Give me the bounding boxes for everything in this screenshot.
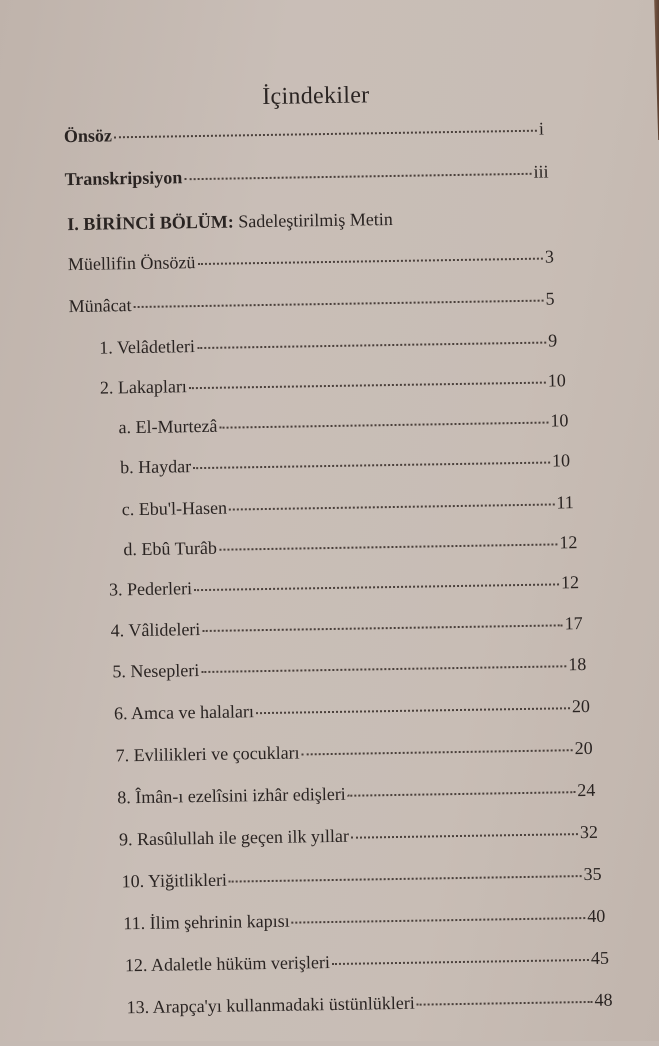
entry-page: 9 — [548, 330, 558, 351]
dot-leader — [219, 543, 557, 550]
toc-entry — [117, 780, 595, 809]
dot-leader — [202, 624, 562, 632]
entry-page: 45 — [590, 947, 610, 968]
entry-label: 11. İlim şehrinin kapısı — [123, 910, 290, 934]
entry-page: 10 — [550, 410, 569, 431]
entry-label: c. Ebu'l-Hasen — [121, 497, 228, 520]
entry-label: 6. Amca ve halaları — [113, 701, 255, 724]
entry-label: Önsöz — [63, 125, 113, 147]
toc-entry — [118, 410, 568, 438]
toc-entry — [68, 246, 554, 275]
section-number-title: I. BİRİNCİ BÖLÜM: — [67, 211, 234, 235]
toc-entry — [116, 738, 593, 766]
entry-page: iii — [533, 161, 549, 182]
entry-label: 13. Arapça'yı kullanmadaki üstünlükleri — [126, 992, 415, 1018]
dot-leader — [302, 749, 573, 755]
entry-label: 8. Îmân-ı ezelîsini izhâr edişleri — [117, 783, 346, 808]
toc-entry — [100, 370, 566, 398]
entry-label: b. Haydar — [119, 456, 192, 478]
entry-page: 24 — [577, 779, 596, 801]
entry-page: 12 — [560, 572, 580, 593]
entry-page: 35 — [583, 863, 602, 885]
entry-label: d. Ebû Turâb — [123, 537, 218, 560]
dot-leader — [256, 707, 570, 714]
dot-leader — [114, 130, 537, 139]
entry-page: 20 — [571, 695, 591, 717]
entry-label: 7. Evlilikleri ve çocukları — [115, 742, 300, 766]
entry-page: 5 — [545, 288, 555, 309]
toc-entry-onsoz — [64, 119, 544, 148]
dot-leader — [292, 917, 586, 924]
dot-leader — [193, 462, 550, 470]
dot-leader — [197, 258, 542, 265]
toc-entry — [68, 288, 554, 317]
dot-leader — [348, 791, 576, 797]
dot-leader — [332, 959, 589, 965]
section-heading — [67, 209, 393, 235]
toc-entry — [109, 572, 579, 600]
toc-entry — [120, 450, 570, 478]
dot-leader — [417, 1001, 593, 1006]
dot-leader — [351, 833, 578, 839]
toc-entry — [123, 906, 605, 935]
entry-page: 32 — [579, 821, 599, 843]
toc-entry — [112, 654, 586, 682]
entry-label: 9. Rasûlullah ile geçen ilk yıllar — [118, 825, 350, 850]
dot-leader — [229, 875, 582, 883]
entry-label: 12. Adaletle hüküm verişleri — [124, 952, 331, 976]
entry-label: 5. Nesepleri — [112, 660, 200, 682]
entry-page: 48 — [594, 989, 613, 1010]
toc-entry-transkripsiyon — [64, 162, 548, 191]
toc-entry — [111, 613, 583, 641]
dot-leader — [229, 503, 554, 510]
entry-page: 3 — [544, 246, 555, 267]
entry-label: Münâcat — [68, 295, 132, 317]
entry-page: 10 — [547, 370, 566, 391]
entry-page: 40 — [587, 905, 606, 927]
toc-entry — [125, 948, 609, 977]
toc-entry — [123, 532, 577, 560]
toc-entry — [126, 990, 612, 1019]
dot-leader — [134, 300, 544, 308]
entry-page: 10 — [551, 450, 571, 471]
entry-page: i — [538, 118, 545, 139]
toc-entry — [121, 864, 601, 893]
dot-leader — [201, 665, 566, 673]
section-subtitle: Sadeleştirilmiş Metin — [238, 208, 393, 232]
entry-label: a. El-Murtezâ — [118, 415, 218, 438]
entry-page: 17 — [564, 613, 583, 634]
toc-title: İçindekiler — [262, 82, 370, 111]
entry-page: 18 — [568, 653, 587, 675]
entry-page: 20 — [574, 737, 593, 759]
dot-leader — [197, 342, 546, 349]
dot-leader — [184, 173, 531, 180]
entry-page: 11 — [556, 492, 574, 513]
toc-entry — [114, 696, 590, 724]
entry-page: 12 — [559, 532, 578, 553]
entry-label: Transkripsiyon — [64, 167, 183, 190]
entry-label: Müellifin Önsözü — [67, 252, 196, 275]
toc-entry — [99, 330, 557, 358]
entry-label: 3. Pederleri — [108, 578, 193, 600]
entry-label: 1. Velâdetleri — [99, 336, 196, 358]
entry-label: 4. Vâlideleri — [110, 619, 201, 641]
dot-leader — [189, 382, 546, 390]
entry-label: 2. Lakapları — [99, 376, 188, 398]
dot-leader — [219, 422, 548, 429]
toc-entry — [122, 492, 574, 520]
entry-label: 10. Yiğitlikleri — [121, 869, 228, 892]
toc-entry — [119, 822, 598, 851]
dot-leader — [194, 583, 559, 591]
